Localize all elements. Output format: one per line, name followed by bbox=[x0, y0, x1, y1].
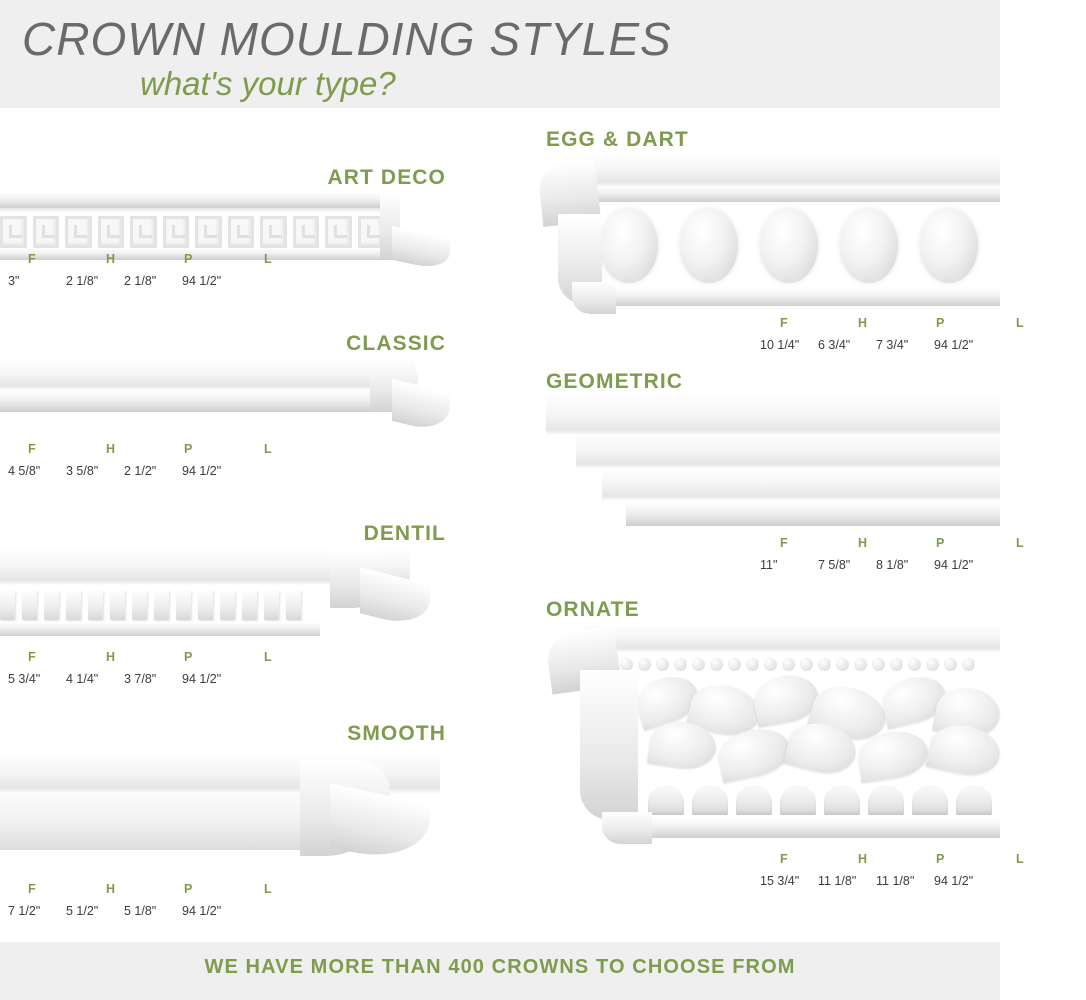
spec-header-row bbox=[760, 536, 1086, 550]
spec-header-p: P bbox=[184, 252, 193, 266]
spec-header-h: H bbox=[858, 536, 868, 550]
spec-value-row bbox=[760, 558, 1086, 572]
spec-header-row bbox=[8, 442, 334, 456]
spec-header-h: H bbox=[106, 252, 116, 266]
bead-motif bbox=[872, 658, 885, 671]
greek-key-motif bbox=[0, 216, 27, 248]
spec-table-smooth bbox=[8, 882, 334, 918]
spec-value-h: 7 5/8" bbox=[818, 558, 851, 572]
spec-header-h: H bbox=[106, 882, 116, 896]
spec-value-row bbox=[8, 274, 334, 288]
bead-motif bbox=[674, 658, 687, 671]
spec-value-l: 94 1/2" bbox=[182, 464, 222, 478]
style-title-classic: CLASSIC bbox=[346, 332, 446, 355]
arch-motif bbox=[780, 785, 816, 815]
moulding-profile-smooth bbox=[0, 754, 460, 884]
bead-motif bbox=[818, 658, 831, 671]
greek-key-motif bbox=[65, 216, 92, 248]
spec-table-egg-and-dart bbox=[760, 316, 1086, 352]
egg-motif bbox=[680, 209, 738, 283]
bead-motif bbox=[926, 658, 939, 671]
dentil-block bbox=[264, 590, 279, 620]
greek-key-motif bbox=[260, 216, 287, 248]
bead-motif bbox=[782, 658, 795, 671]
spec-value-f: 7 1/2" bbox=[8, 904, 41, 918]
dentil-block bbox=[286, 590, 301, 620]
bead-motif bbox=[890, 658, 903, 671]
spec-header-p: P bbox=[184, 442, 193, 456]
spec-header-row bbox=[760, 852, 1086, 866]
style-title-art-deco: ART DECO bbox=[327, 166, 446, 189]
spec-value-l: 94 1/2" bbox=[934, 338, 974, 352]
bead-motif bbox=[962, 658, 975, 671]
bead-motif bbox=[800, 658, 813, 671]
page-title: CROWN MOULDING STYLES bbox=[22, 13, 672, 65]
dentil-block bbox=[176, 590, 191, 620]
dentil-block bbox=[88, 590, 103, 620]
egg-motif bbox=[760, 209, 818, 283]
style-title-dentil: DENTIL bbox=[363, 522, 446, 545]
greek-key-motif bbox=[293, 216, 320, 248]
spec-header-p: P bbox=[936, 316, 945, 330]
arch-motif bbox=[868, 785, 904, 815]
spec-header-f: F bbox=[780, 316, 789, 330]
dentil-block bbox=[66, 590, 81, 620]
spec-header-f: F bbox=[780, 536, 789, 550]
style-title-geometric: GEOMETRIC bbox=[546, 370, 684, 393]
egg-motif bbox=[840, 209, 898, 283]
bead-motif bbox=[908, 658, 921, 671]
dentil-block bbox=[220, 590, 235, 620]
spec-value-row bbox=[8, 672, 334, 686]
spec-value-p: 8 1/8" bbox=[876, 558, 909, 572]
spec-table-classic bbox=[8, 442, 334, 478]
arch-motif bbox=[736, 785, 772, 815]
bead-motif bbox=[710, 658, 723, 671]
leaf-and-dart-band bbox=[648, 784, 1000, 816]
spec-header-f: F bbox=[780, 852, 789, 866]
spec-table-dentil bbox=[8, 650, 334, 686]
spec-value-h: 5 1/2" bbox=[66, 904, 99, 918]
spec-table-ornate bbox=[760, 852, 1086, 888]
dentil-block bbox=[110, 590, 125, 620]
dentil-block bbox=[242, 590, 257, 620]
spec-value-p: 2 1/2" bbox=[124, 464, 157, 478]
dentil-block bbox=[154, 590, 169, 620]
spec-value-p: 7 3/4" bbox=[876, 338, 909, 352]
spec-value-p: 11 1/8" bbox=[876, 874, 915, 888]
spec-value-f: 3" bbox=[8, 274, 20, 288]
spec-header-f: F bbox=[28, 252, 37, 266]
spec-value-l: 94 1/2" bbox=[934, 874, 974, 888]
spec-header-l: L bbox=[1016, 536, 1025, 550]
dentil-block bbox=[198, 590, 213, 620]
spec-value-h: 4 1/4" bbox=[66, 672, 99, 686]
bead-motif bbox=[836, 658, 849, 671]
footer-message: WE HAVE MORE THAN 400 CROWNS TO CHOOSE FROM bbox=[204, 956, 796, 978]
spec-header-h: H bbox=[106, 442, 116, 456]
spec-header-p: P bbox=[936, 536, 945, 550]
bead-band bbox=[620, 656, 1000, 672]
greek-key-motif bbox=[163, 216, 190, 248]
header-band bbox=[0, 0, 1000, 108]
spec-value-row bbox=[8, 464, 334, 478]
spec-header-f: F bbox=[28, 442, 37, 456]
arch-motif bbox=[648, 785, 684, 815]
greek-key-motif bbox=[325, 216, 352, 248]
spec-header-l: L bbox=[1016, 316, 1025, 330]
egg-motif bbox=[920, 209, 978, 283]
spec-value-p: 5 1/8" bbox=[124, 904, 157, 918]
spec-header-row bbox=[8, 252, 334, 266]
style-title-smooth: SMOOTH bbox=[347, 722, 446, 745]
spec-value-l: 94 1/2" bbox=[182, 672, 222, 686]
spec-table-geometric bbox=[760, 536, 1086, 572]
spec-value-h: 2 1/8" bbox=[66, 274, 99, 288]
greek-key-motif bbox=[195, 216, 222, 248]
spec-header-row bbox=[8, 650, 334, 664]
bead-motif bbox=[728, 658, 741, 671]
bead-motif bbox=[746, 658, 759, 671]
dentil-block bbox=[22, 590, 37, 620]
spec-header-p: P bbox=[936, 852, 945, 866]
spec-header-l: L bbox=[264, 252, 273, 266]
style-title-ornate: ORNATE bbox=[546, 598, 640, 621]
bead-motif bbox=[854, 658, 867, 671]
moulding-profile-geometric bbox=[540, 396, 1000, 536]
spec-value-p: 2 1/8" bbox=[124, 274, 157, 288]
bead-motif bbox=[656, 658, 669, 671]
spec-value-p: 3 7/8" bbox=[124, 672, 157, 686]
spec-value-row bbox=[760, 874, 1086, 888]
greek-key-motif bbox=[98, 216, 125, 248]
arch-motif bbox=[824, 785, 860, 815]
spec-header-p: P bbox=[184, 882, 193, 896]
bead-motif bbox=[692, 658, 705, 671]
greek-key-motif bbox=[228, 216, 255, 248]
spec-header-l: L bbox=[264, 650, 273, 664]
spec-header-f: F bbox=[28, 650, 37, 664]
moulding-profile-dentil bbox=[0, 550, 450, 650]
spec-value-f: 5 3/4" bbox=[8, 672, 41, 686]
spec-table-art-deco bbox=[8, 252, 334, 288]
style-title-egg-and-dart: EGG & DART bbox=[546, 128, 689, 151]
egg-motif bbox=[600, 209, 658, 283]
dentil-block bbox=[44, 590, 59, 620]
moulding-profile-egg-and-dart bbox=[540, 156, 1000, 316]
spec-value-f: 10 1/4" bbox=[760, 338, 800, 352]
arch-motif bbox=[912, 785, 948, 815]
bead-motif bbox=[638, 658, 651, 671]
spec-value-h: 11 1/8" bbox=[818, 874, 857, 888]
bead-motif bbox=[764, 658, 777, 671]
spec-header-h: H bbox=[106, 650, 116, 664]
spec-value-f: 11" bbox=[760, 558, 778, 572]
spec-header-l: L bbox=[264, 442, 273, 456]
spec-header-p: P bbox=[184, 650, 193, 664]
greek-key-motif bbox=[130, 216, 157, 248]
spec-value-row bbox=[760, 338, 1086, 352]
arch-motif bbox=[692, 785, 728, 815]
page-subtitle: what's your type? bbox=[140, 65, 396, 102]
moulding-profile-ornate bbox=[540, 626, 1000, 852]
moulding-profile-classic bbox=[0, 360, 450, 450]
spec-value-h: 6 3/4" bbox=[818, 338, 851, 352]
spec-header-row bbox=[760, 316, 1086, 330]
spec-value-l: 94 1/2" bbox=[934, 558, 974, 572]
footer-band bbox=[0, 942, 1000, 1000]
spec-value-h: 3 5/8" bbox=[66, 464, 99, 478]
dentil-block bbox=[132, 590, 147, 620]
spec-value-f: 15 3/4" bbox=[760, 874, 800, 888]
spec-header-h: H bbox=[858, 852, 868, 866]
spec-value-l: 94 1/2" bbox=[182, 274, 222, 288]
arch-motif bbox=[956, 785, 992, 815]
bead-motif bbox=[620, 658, 633, 671]
bead-motif bbox=[944, 658, 957, 671]
spec-header-f: F bbox=[28, 882, 37, 896]
spec-value-l: 94 1/2" bbox=[182, 904, 222, 918]
spec-header-row bbox=[8, 882, 334, 896]
spec-header-l: L bbox=[1016, 852, 1025, 866]
spec-header-l: L bbox=[264, 882, 273, 896]
dentil-block bbox=[0, 590, 15, 620]
spec-value-row bbox=[8, 904, 334, 918]
spec-header-h: H bbox=[858, 316, 868, 330]
spec-value-f: 4 5/8" bbox=[8, 464, 41, 478]
greek-key-motif bbox=[33, 216, 60, 248]
